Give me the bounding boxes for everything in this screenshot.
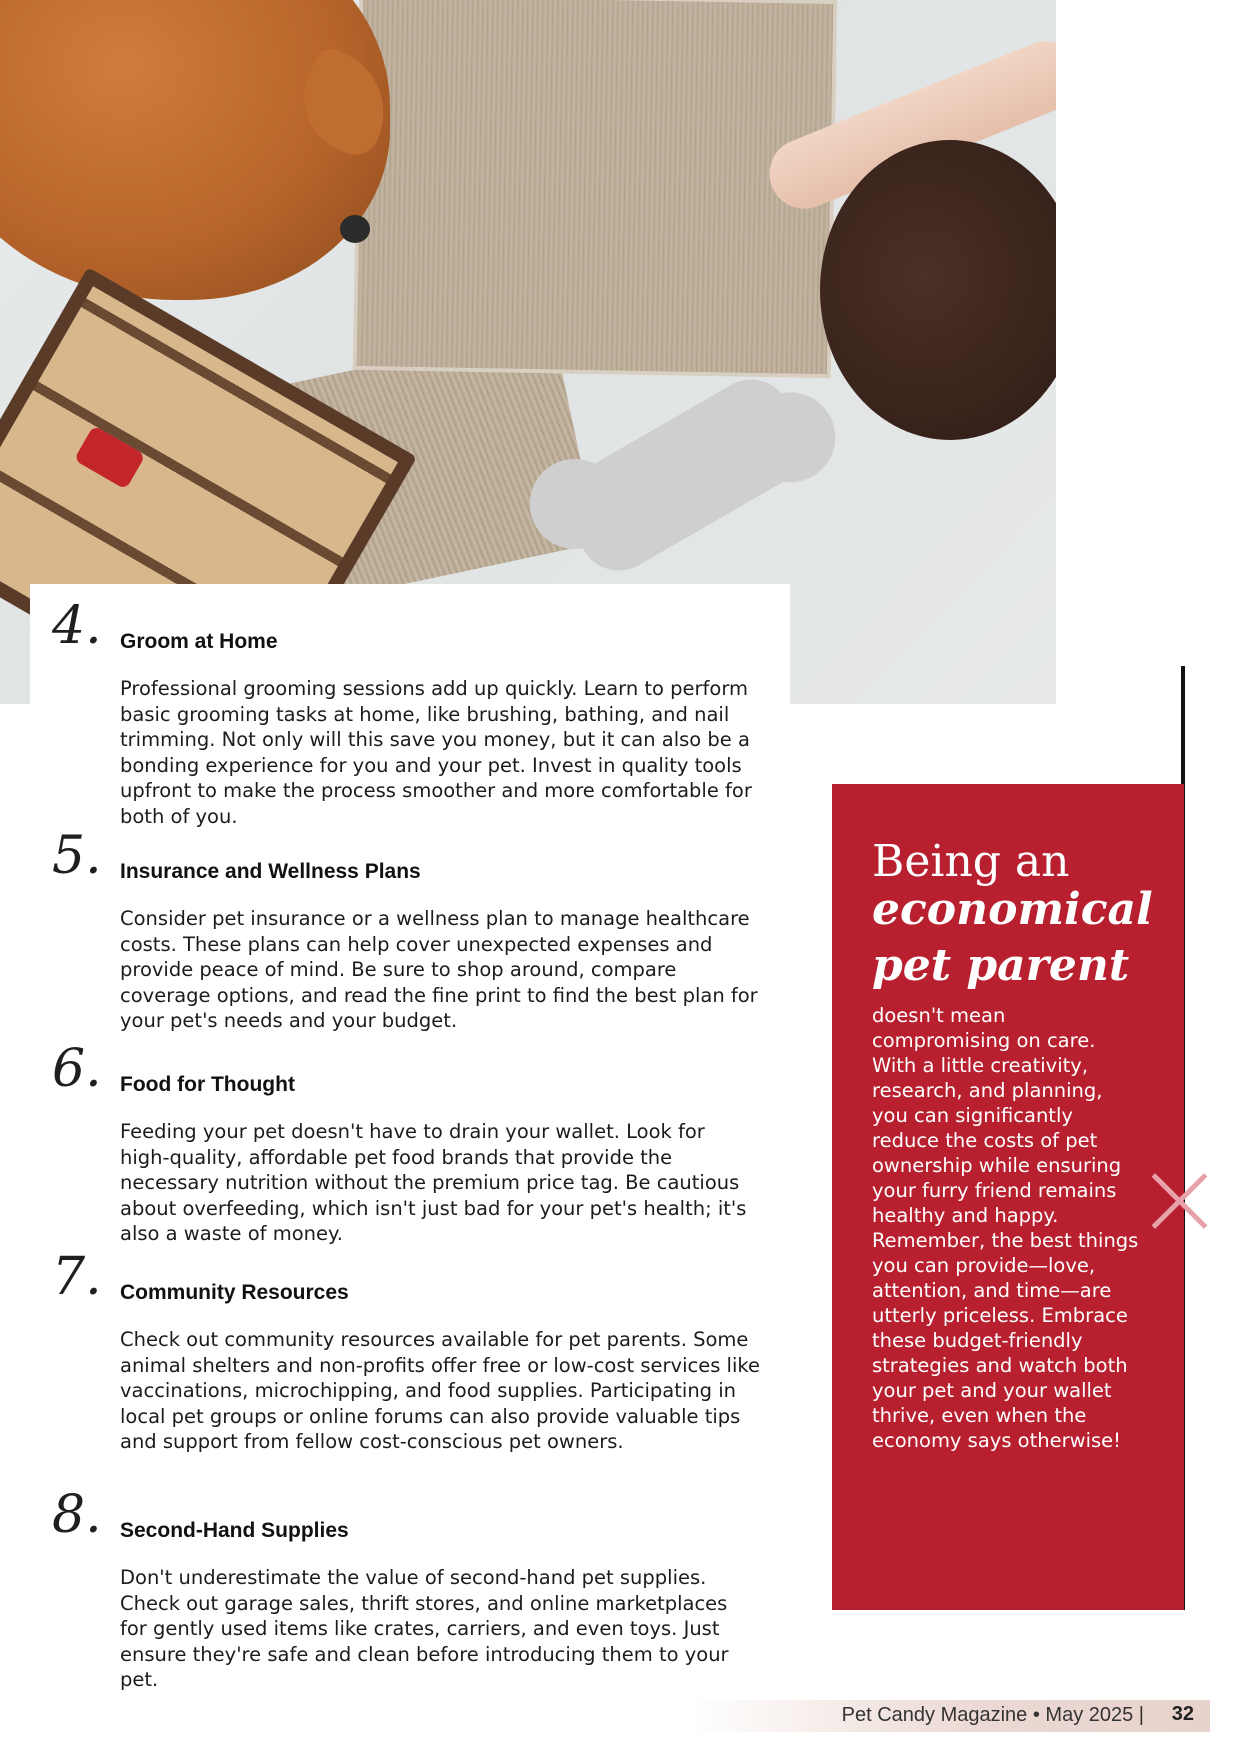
tip-body: Don't underestimate the value of second-hand pet supplies. Check out garage sales, thrift stores, and online marketplaces for gently used items like crates, carriers, and even toys. Just ensure they're safe and clean before introducing them to your pet. xyxy=(120,1566,729,1691)
footer-magazine: Pet Candy Magazine • May 2025 | xyxy=(841,1704,1144,1726)
tip-title: Second-Hand Supplies xyxy=(120,1519,349,1542)
sidebar-heading: Being an xyxy=(872,836,1070,887)
tip-item xyxy=(40,1039,760,1269)
tip-item xyxy=(40,596,760,848)
tip-number: 6. xyxy=(52,1039,102,1099)
tip-number: 8. xyxy=(52,1485,102,1545)
burlap-fabric xyxy=(357,0,833,374)
tip-item xyxy=(40,1485,760,1693)
dog-nose xyxy=(340,215,370,243)
tip-title: Community Resources xyxy=(120,1281,349,1304)
tip-title: Insurance and Wellness Plans xyxy=(120,860,421,883)
tip-body: Consider pet insurance or a wellness plan to manage healthcare costs. These plans can help cover unexpected expenses and provide peace of mind. Be sure to shop around, compare coverage options, and read the fine print to find the best plan for your pet's needs and your budget. xyxy=(120,907,758,1032)
sidebar-heading-emphasis: economical pet parent xyxy=(872,884,1153,991)
tip-item xyxy=(40,826,760,1061)
tip-item xyxy=(40,1247,760,1507)
bone-pattern xyxy=(549,365,821,585)
page-footer xyxy=(690,1700,1210,1732)
tip-body: Professional grooming sessions add up quickly. Learn to perform basic grooming tasks at home, like brushing, bathing, and nail trimming. Not only will this save you money, but it can also be a bonding experience for you and your pet. Invest in quality tools upfront to make the process smoother and more comfortable for both of you. xyxy=(120,677,752,828)
tip-title: Food for Thought xyxy=(120,1073,295,1096)
person-hair xyxy=(820,140,1056,440)
tip-title: Groom at Home xyxy=(120,630,278,653)
page-number: 32 xyxy=(1171,1703,1194,1725)
dog xyxy=(0,0,390,300)
x-mark-icon xyxy=(1148,1170,1210,1232)
tip-number: 4. xyxy=(52,596,102,656)
tip-body: Check out community resources available for pet parents. Some animal shelters and non-profits offer free or low-cost services like vaccinations, microchipping, and food supplies. Participating in local pet groups or online forums can also provide valuable tips and support from fellow cost-conscious pet owners. xyxy=(120,1328,760,1453)
tip-body: Feeding your pet doesn't have to drain your wallet. Look for high-quality, affordable pet food brands that provide the necessary nutrition without the premium price tag. Be cautious about overfeeding, which isn't just bad for your pet's health; it's also a waste of money. xyxy=(120,1120,747,1245)
tips-list xyxy=(40,596,760,1693)
tip-number: 7. xyxy=(52,1247,102,1307)
sidebar-body: doesn't mean compromising on care. With a little creativity, research, and planning, you can significantly reduce the costs of pet ownership while ensuring your furry friend remains healthy and happy. Remember, the best things you can provide—love, attention, and time—are utterly priceless. Embrace these budget-friendly strategies and watch both your pet and your wallet thrive, even when the economy says otherwise! xyxy=(872,1004,1139,1452)
tip-number: 5. xyxy=(52,826,102,886)
thread-spool xyxy=(74,425,146,490)
